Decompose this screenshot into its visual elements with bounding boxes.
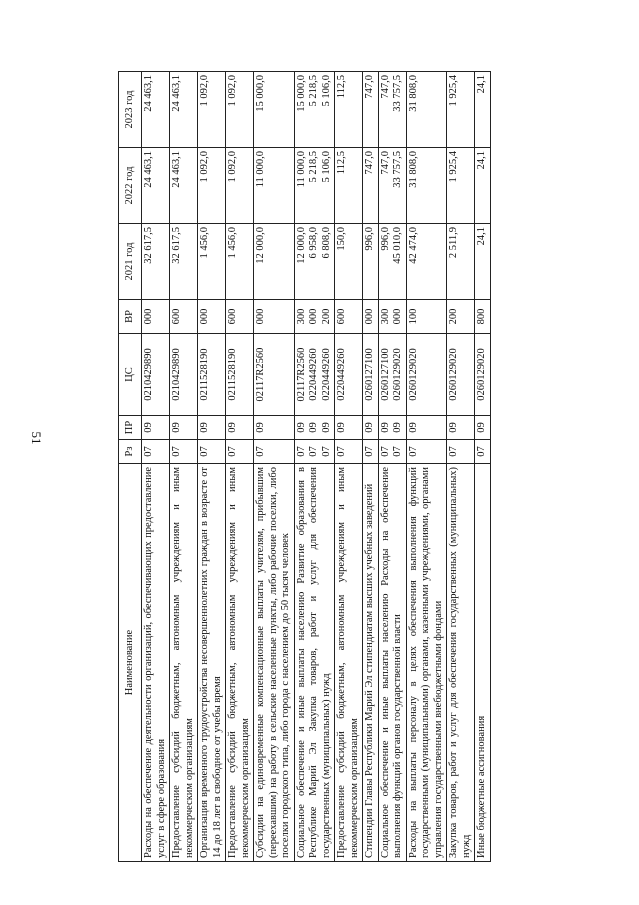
row-name: Расходы на обеспечение деятельности организаций, обеспечивающих предоставление услуг в сфере образования [142,464,170,862]
row-2023 [335,72,363,148]
row-vr [335,300,363,334]
row-pr-value: 09 [255,422,266,433]
row-vr-value: 000 [199,308,210,325]
row-pr-value: 09 [379,422,391,433]
row-cs [363,334,379,416]
row-2022-value: 5 218,5 [308,151,319,183]
table-row [406,72,447,862]
row-vr [226,300,254,334]
row-2023-value: 112,5 [336,75,347,99]
row-2022-value: 11 000,0 [255,151,266,188]
row-rz-value: 07 [171,446,182,457]
row-2023-value: 1 092,0 [199,75,210,107]
row-rz-value: 07 [392,446,403,457]
row-2022-value: 5 106,0 [320,151,332,183]
row-pr-value: 09 [407,422,419,433]
header-2022: 2022 год [119,148,142,224]
row-pr-value: 09 [308,422,319,433]
row-name: Социальное обеспечение и иные выплаты населению Развитие образования в Республике Марий Эл Закупка товаров, работ и услуг для обеспечения государственных (муниципальных) нужд [294,464,335,862]
row-rz-value: 07 [255,446,266,457]
row-pr [170,416,198,440]
header-rz: Рз [119,440,142,464]
row-2021-value: 45 010,0 [392,227,403,264]
row-2022-value: 24 463,1 [143,151,154,188]
row-vr-value: 000 [308,308,319,325]
row-vr-value: 100 [407,308,419,325]
row-rz [170,440,198,464]
row-2023 [447,72,475,148]
row-2023 [378,72,406,148]
row-vr [198,300,226,334]
row-2022-value: 11 000,0 [295,151,307,188]
row-2021 [406,224,447,300]
row-pr-value: 09 [295,422,307,433]
row-rz [378,440,406,464]
row-cs [254,334,295,416]
row-2022 [363,148,379,224]
row-2022 [406,148,447,224]
table-header-row [119,72,142,862]
row-vr [294,300,335,334]
table-row [226,72,254,862]
row-2022-value: 24,1 [476,151,487,170]
row-2022 [254,148,295,224]
row-vr-value: 000 [255,308,266,325]
row-pr [294,416,335,440]
row-2021-value: 24,1 [476,227,487,246]
row-2023 [363,72,379,148]
row-rz [294,440,335,464]
row-2022-value: 1 092,0 [199,151,210,183]
page-number: 51 [29,431,44,445]
row-name: Иные бюджетные ассигнования [475,464,491,862]
row-vr-value: 300 [295,308,307,325]
row-2022 [378,148,406,224]
row-2022 [294,148,335,224]
row-vr [363,300,379,334]
row-vr [475,300,491,334]
row-vr-value: 200 [320,308,332,325]
row-2023-value: 15 000,0 [295,75,307,112]
row-cs [294,334,335,416]
row-name: Расходы на выплаты персоналу в целях обеспечения выполнения функций государственными (муниципальными) органами, казенными учреждениями, органами управления государственными внебюджетными фондами [406,464,447,862]
row-rz [335,440,363,464]
row-name: Предоставление субсидий бюджетным, автономным учреждениям и иным некоммерческим организациям [226,464,254,862]
table-row [198,72,226,862]
row-pr-value: 09 [171,422,182,433]
row-2023-value: 15 000,0 [255,75,266,112]
row-pr-value: 09 [364,422,375,433]
row-pr [406,416,447,440]
row-vr-value: 300 [379,308,391,325]
row-2022 [335,148,363,224]
row-vr [406,300,447,334]
row-pr-value: 09 [476,422,487,433]
row-pr [363,416,379,440]
row-cs-value: 0260129020 [448,348,459,401]
row-2021-value: 32 617,5 [171,227,182,264]
row-name: Закупка товаров, работ и услуг для обеспечения государственных (муниципальных) нужд [447,464,475,862]
row-name: Организация временного трудоустройства несовершеннолетних граждан в возрасте от 14 до 18 лет в свободное от учебы время [198,464,226,862]
row-2023 [475,72,491,148]
row-name: Стипендии Главы Республики Марий Эл стипендиатам высших учебных заведений [363,464,379,862]
row-2022 [475,148,491,224]
row-cs-value: 0260129020 [392,348,403,401]
row-pr-value: 09 [336,422,347,433]
row-pr [447,416,475,440]
row-2021-value: 32 617,5 [143,227,154,264]
row-rz-value: 07 [295,446,307,457]
row-name: Предоставление субсидий бюджетным, автономным учреждениям и иным некоммерческим организациям [335,464,363,862]
row-cs-value: 0260129020 [407,348,419,401]
row-2023-value: 5 218,5 [308,75,319,107]
row-rz-value: 07 [320,446,332,457]
row-rz [447,440,475,464]
row-vr-value: 000 [143,308,154,325]
row-2021-value: 1 456,0 [227,227,238,259]
row-2022-value: 747,0 [364,151,375,175]
row-2021 [475,224,491,300]
row-2021 [447,224,475,300]
row-cs [142,334,170,416]
row-rz [198,440,226,464]
table-row [447,72,475,862]
row-cs-value: 0260129020 [476,348,487,401]
row-2022-value: 31 808,0 [407,151,419,188]
row-2022-value: 112,5 [336,151,347,175]
table-row [170,72,198,862]
row-2021-value: 996,0 [364,227,375,251]
row-vr [378,300,406,334]
row-2021 [198,224,226,300]
row-vr-value: 000 [392,308,403,325]
row-rz [254,440,295,464]
row-2022-value: 1 925,4 [448,151,459,183]
row-2021 [170,224,198,300]
row-rz [142,440,170,464]
row-2023-value: 1 925,4 [448,75,459,107]
table-row [335,72,363,862]
header-2023: 2023 год [119,72,142,148]
row-2021-value: 6 958,0 [308,227,319,259]
row-cs [198,334,226,416]
row-rz-value: 07 [476,446,487,457]
row-cs-value: 0210429890 [143,348,154,401]
row-cs-value: 02117R2560 [295,347,307,402]
row-2021 [294,224,335,300]
row-2022 [447,148,475,224]
row-2023-value: 24 463,1 [171,75,182,112]
row-cs [447,334,475,416]
row-vr [254,300,295,334]
row-vr-value: 200 [448,308,459,325]
row-2023 [254,72,295,148]
row-2021 [378,224,406,300]
header-cs: ЦС [119,334,142,416]
header-name: Наименование [119,464,142,862]
row-rz [363,440,379,464]
row-rz-value: 07 [308,446,319,457]
row-2021 [335,224,363,300]
row-cs [170,334,198,416]
row-pr [475,416,491,440]
row-2021 [254,224,295,300]
header-2021: 2021 год [119,224,142,300]
row-pr [198,416,226,440]
table-row [294,72,335,862]
header-vr: ВР [119,300,142,334]
row-pr-value: 09 [392,422,403,433]
row-2022 [198,148,226,224]
row-pr [142,416,170,440]
row-2022 [142,148,170,224]
table-row [363,72,379,862]
row-rz [475,440,491,464]
row-2021 [226,224,254,300]
row-vr-value: 600 [336,308,347,325]
row-vr [142,300,170,334]
row-cs-value: 02117R2560 [255,347,266,402]
row-pr [335,416,363,440]
row-cs [226,334,254,416]
row-rz-value: 07 [199,446,210,457]
row-cs-value: 0260127100 [364,348,375,401]
table-row [378,72,406,862]
row-pr-value: 09 [448,422,459,433]
row-cs [378,334,406,416]
row-rz-value: 07 [364,446,375,457]
row-rz [226,440,254,464]
row-vr [447,300,475,334]
row-rz-value: 07 [448,446,459,457]
row-pr-value: 09 [227,422,238,433]
row-2023 [294,72,335,148]
row-rz-value: 07 [407,446,419,457]
budget-table [118,71,491,862]
header-pr: ПР [119,416,142,440]
row-pr-value: 09 [143,422,154,433]
row-2022 [170,148,198,224]
row-pr-value: 09 [320,422,332,433]
row-2021-value: 12 000,0 [295,227,307,264]
row-cs [406,334,447,416]
row-cs-value: 0211528190 [199,348,210,401]
row-name: Субсидии на единовременные компенсационные выплаты учителям, прибывшим (переехавшим) на работу в сельские населенные пункты, либо рабочие поселки, либо поселки городского типа, либо города с населением до 50 тысяч человек [254,464,295,862]
row-rz-value: 07 [336,446,347,457]
row-2023-value: 24 463,1 [143,75,154,112]
row-2023 [198,72,226,148]
row-2021-value: 6 808,0 [320,227,332,259]
row-cs-value: 0260127100 [379,348,391,401]
row-2023-value: 5 106,0 [320,75,332,107]
row-pr [254,416,295,440]
row-vr-value: 000 [364,308,375,325]
row-2021-value: 150,0 [336,227,347,251]
rotated-page-content [118,72,596,862]
row-2023-value: 33 757,5 [392,75,403,112]
row-2023-value: 1 092,0 [227,75,238,107]
row-rz-value: 07 [227,446,238,457]
row-cs-value: 0220449260 [336,348,347,401]
table-row [254,72,295,862]
table-body [142,72,491,862]
row-vr-value: 600 [227,308,238,325]
table-row [475,72,491,862]
row-2021 [142,224,170,300]
row-pr-value: 09 [199,422,210,433]
row-2023 [170,72,198,148]
row-2023 [226,72,254,148]
row-2021-value: 996,0 [379,227,391,251]
table-row [142,72,170,862]
row-cs [475,334,491,416]
row-2023-value: 31 808,0 [407,75,419,112]
row-cs-value: 0220449260 [320,348,332,401]
row-2021-value: 42 474,0 [407,227,419,264]
row-2022-value: 747,0 [379,151,391,175]
row-2023-value: 24,1 [476,75,487,94]
row-rz-value: 07 [379,446,391,457]
row-2021-value: 12 000,0 [255,227,266,264]
row-name: Социальное обеспечение и иные выплаты населению Расходы на обеспечение выполнения функций органов государственной власти [378,464,406,862]
row-2021-value: 1 456,0 [199,227,210,259]
row-name: Предоставление субсидий бюджетным, автономным учреждениям и иным некоммерческим организациям [170,464,198,862]
row-2023-value: 747,0 [364,75,375,99]
row-rz-value: 07 [143,446,154,457]
row-2023 [406,72,447,148]
row-2023 [142,72,170,148]
row-2021 [363,224,379,300]
row-2022-value: 33 757,5 [392,151,403,188]
row-vr-value: 800 [476,308,487,325]
row-rz [406,440,447,464]
row-2023-value: 747,0 [379,75,391,99]
row-2022-value: 24 463,1 [171,151,182,188]
row-vr-value: 600 [171,308,182,325]
row-cs-value: 0210429890 [171,348,182,401]
row-cs-value: 0220449260 [308,348,319,401]
row-vr [170,300,198,334]
row-cs-value: 0211528190 [227,348,238,401]
row-cs [335,334,363,416]
row-pr [378,416,406,440]
row-pr [226,416,254,440]
row-2021-value: 2 511,9 [448,227,459,259]
row-2022 [226,148,254,224]
row-2022-value: 1 092,0 [227,151,238,183]
